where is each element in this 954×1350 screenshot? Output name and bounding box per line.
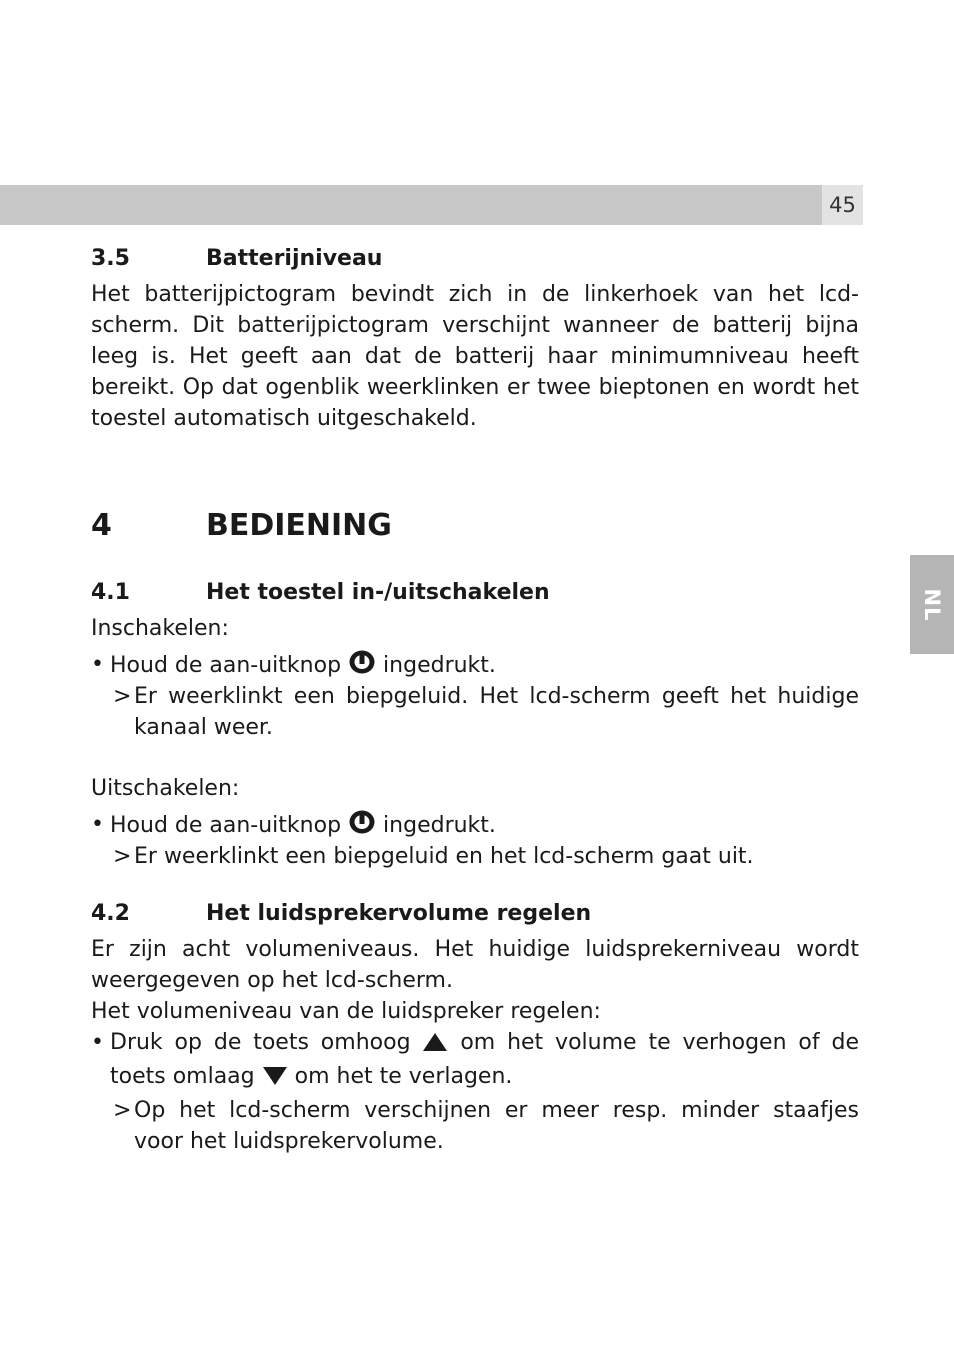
result-text: Op het lcd-scherm verschijnen er meer resp. minder staafjes voor het luidsprekervolume. [134,1098,859,1154]
chapter-title: BEDIENING [206,508,392,543]
switch-on-result [91,681,859,743]
bullet-symbol: • [91,652,104,677]
switch-off-result [91,841,859,872]
step-text-end: ingedrukt. [383,813,496,838]
page-number: 45 [822,185,863,225]
section-title: Batterijniveau [206,246,383,271]
section-number: 4.2 [91,901,130,926]
switch-off-step [91,809,859,841]
result-text: Er weerklinkt een biepgeluid. Het lcd-scherm geeft het huidige kanaal weer. [134,684,859,740]
power-button-icon [348,649,376,675]
section-title: Het toestel in-/uitschakelen [206,580,550,605]
section-number: 4.1 [91,580,130,605]
section-4-2-instruction: Het volumeniveau van de luidspreker regelen: [91,999,601,1024]
section-3-5-body: Het batterijpictogram bevindt zich in de linkerhoek van het lcd-scherm. Dit batterijpictogram verschijnt wanneer de batterij bijna leeg is. Het geeft aan dat de batterij haar minimumniveau heeft bereikt. Op dat ogenblik weerklinken er twee bieptonen en wordt het toestel automatisch uitgeschakeld. [91,282,859,431]
switch-on-step [91,649,859,681]
step-text-end: ingedrukt. [383,653,496,678]
bullet-symbol: • [91,1030,104,1055]
section-number: 3.5 [91,246,130,271]
volume-step [91,1027,859,1095]
section-4-2-heading [91,898,859,929]
triangle-down-icon [262,1064,288,1095]
switch-on-label: Inschakelen: [91,616,229,641]
switch-off-label: Uitschakelen: [91,776,240,801]
result-text: Er weerklinkt een biepgeluid en het lcd-scherm gaat uit. [134,844,754,869]
chapter-number: 4 [91,508,112,543]
page-content [91,240,859,1157]
step-text-end: om het te verlagen. [294,1064,513,1089]
step-text: Houd de aan-uitknop [110,813,342,838]
section-4-2-body: Er zijn acht volumeniveaus. Het huidige luidsprekerniveau wordt weergegeven op het lcd-scherm. [91,937,859,993]
language-tab-label: NL [920,588,944,621]
result-marker: > [113,684,132,709]
bullet-symbol: • [91,812,104,837]
step-text-middle: om het volume te verhogen of de toets omlaag [110,1030,859,1089]
power-button-icon [348,809,376,835]
section-3-5-heading [91,243,859,274]
step-text: Houd de aan-uitknop [110,653,342,678]
header-bar [0,185,822,225]
chapter-4-heading [91,508,859,544]
volume-result [91,1095,859,1157]
step-text: Druk op de toets omhoog [110,1030,411,1055]
language-tab [910,555,954,654]
triangle-up-icon [422,1030,448,1061]
section-title: Het luidsprekervolume regelen [206,901,592,926]
result-marker: > [113,844,132,869]
section-4-1-heading [91,577,859,608]
result-marker: > [113,1098,132,1123]
